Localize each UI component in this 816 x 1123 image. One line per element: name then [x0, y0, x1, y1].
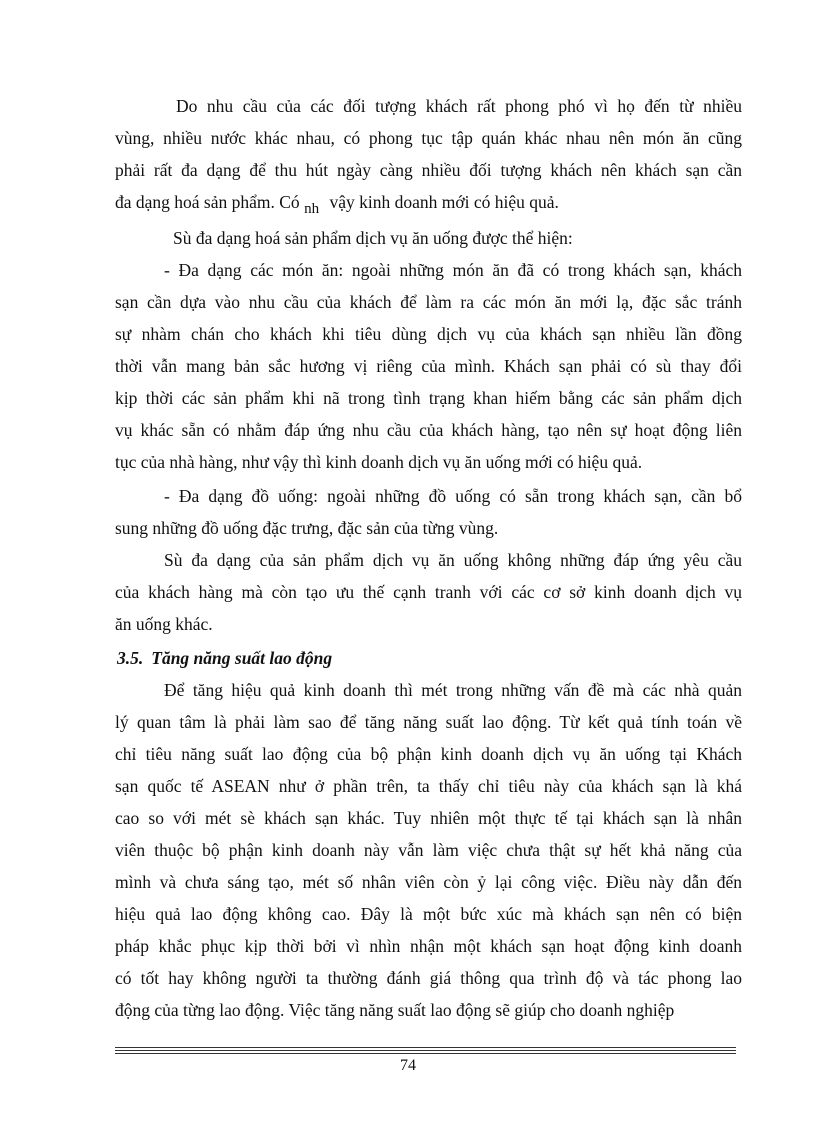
paragraph-line: - Đa dạng các món ăn: ngoài những món ăn đã có trong khách sạn, khách	[164, 260, 742, 280]
paragraph-line: Để tăng hiệu quả kinh doanh thì mét trong những vấn đề mà các nhà quản	[164, 680, 742, 700]
paragraph-line: - Đa dạng đồ uống: ngoài những đồ uống có sẵn trong khách sạn, cần bổ	[164, 486, 742, 506]
section-title: Tăng năng suất lao động	[151, 648, 333, 668]
paragraph-line: hiệu quả lao động không cao. Đây là một bức xúc mà khách sạn nên có biện	[115, 904, 742, 924]
paragraph-line: sung những đồ uống đặc trưng, đặc sản của từng vùng.	[115, 518, 499, 538]
paragraph-line: có tốt hay không người ta thường đánh giá thông qua trình độ và tác phong lao	[115, 968, 742, 988]
paragraph-line: động của từng lao động. Việc tăng năng suất lao động sẽ giúp cho doanh nghiệp	[115, 1000, 675, 1020]
paragraph-line: Sù đa dạng của sản phẩm dịch vụ ăn uống không những đáp ứng yêu cầu	[164, 550, 742, 570]
paragraph-line: viên thuộc bộ phận kinh doanh này vẫn làm việc chưa thật sự hết khả năng của	[115, 840, 742, 860]
paragraph-line: chỉ tiêu năng suất lao động của bộ phận kinh doanh dịch vụ ăn uống tại Khách	[115, 744, 742, 764]
paragraph-line: cao so với mét sè khách sạn khác. Tuy nhiên một thực tế tại khách sạn là nhân	[115, 808, 742, 828]
footer-rule	[115, 1053, 736, 1054]
paragraph-line: của khách hàng mà còn tạo ưu thế cạnh tranh với các cơ sở kinh doanh dịch vụ	[115, 582, 742, 602]
section-number: 3.5.	[117, 648, 144, 668]
paragraph-line: Do nhu cầu của các đối tượng khách rất phong phó vì họ đến từ nhiều	[176, 96, 742, 116]
page-number: 74	[400, 1057, 416, 1074]
paragraph-line: sạn cần dựa vào nhu cầu của khách để làm ra các món ăn mới lạ, đặc sắc tránh	[115, 292, 742, 312]
line-text: đa dạng hoá sản phẩm. Có	[115, 192, 300, 212]
paragraph-line: pháp khắc phục kịp thời bởi vì nhìn nhận một khách sạn hoạt động kinh doanh	[115, 936, 742, 956]
paragraph-line: vụ khác sẵn có nhằm đáp ứng nhu cầu của khách hàng, tạo nên sự hoạt động liên	[115, 420, 742, 440]
paragraph-line: thời vẫn mang bản sắc hương vị riêng của mình. Khách sạn phải có sù thay đổi	[115, 356, 742, 376]
paragraph-line: kịp thời các sản phẩm khi nã trong tình trạng khan hiếm bằng các sản phẩm dịch	[115, 388, 742, 408]
paragraph-line: sạn quốc tế ASEAN như ở phần trên, ta thấy chỉ tiêu này của khách sạn là khá	[115, 776, 742, 796]
stray-subscript-fragment: nh	[304, 201, 320, 217]
paragraph-line: phải rất đa dạng để thu hút ngày càng nhiều đối tượng khách nên khách sạn cần	[115, 160, 742, 180]
paragraph-line: vùng, nhiều nước khác nhau, có phong tục tập quán khác nhau nên món ăn cũng	[115, 128, 742, 148]
footer-rule	[115, 1047, 736, 1048]
section-heading	[117, 646, 332, 670]
paragraph-line: sự nhàm chán cho khách khi tiêu dùng dịch vụ của khách sạn nhiều lần đồng	[115, 324, 742, 344]
paragraph-line	[115, 190, 736, 221]
footer-rule	[115, 1050, 736, 1051]
paragraph-line: ăn uống khác.	[115, 614, 213, 634]
paragraph-line: Sù đa dạng hoá sản phẩm dịch vụ ăn uống được thể hiện:	[173, 228, 573, 248]
paragraph-line: tục của nhà hàng, như vậy thì kinh doanh dịch vụ ăn uống mới có hiệu quả.	[115, 452, 643, 472]
line-text: vậy kinh doanh mới có hiệu quả.	[329, 192, 559, 212]
paragraph-line: lý quan tâm là phải làm sao để tăng năng suất lao động. Từ kết quả tính toán về	[115, 712, 742, 732]
paragraph-line: mình và chưa sáng tạo, mét số nhân viên còn ỷ lại công việc. Điều này dẫn đến	[115, 872, 742, 892]
